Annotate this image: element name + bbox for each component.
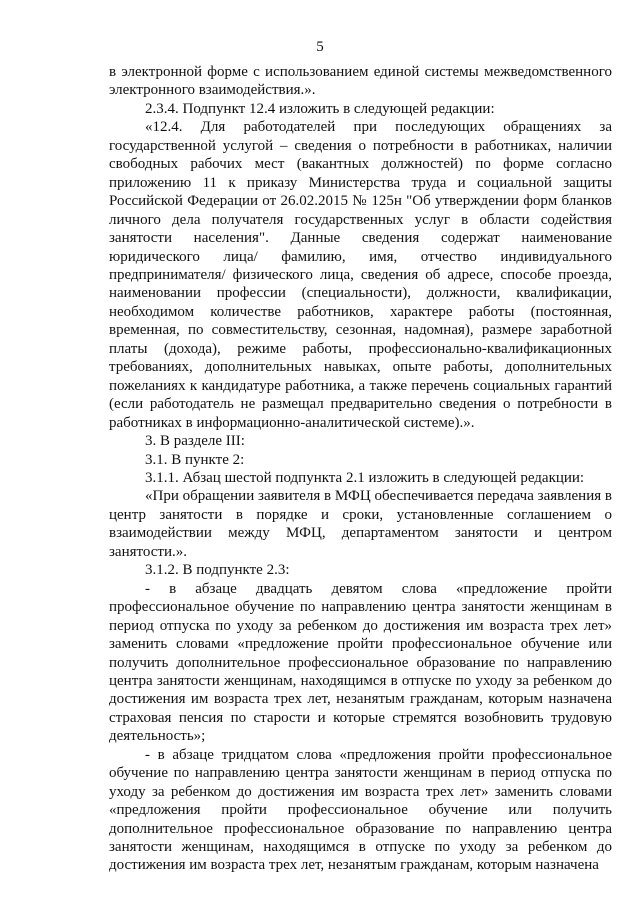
paragraph-9: - в абзаце двадцать девятом слова «предложение пройти профессиональное обучение по направлению центра занятости женщинам в период отпуска по уходу за ребенком до достижения им возраста трех лет» заменить словами «предложение пройти профессиональное обучение или получить дополнительное профессиональное образование по направлению центра занятости женщинам, находящимся в отпуске по уходу за ребенком до достижения им возраста трех лет, незанятым гражданам, которым назначена страховая пенсия по старости и которые стремятся возобновить трудовую деятельность»; [109,580,612,745]
paragraph-3: «12.4. Для работодателей при последующих обращениях за государственной услугой – сведения о потребности в работниках, наличии свободных рабочих мест (вакантных должностей) по форме согласно приложению 11 к приказу Министерства труда и социальной защиты Российской Федерации от 26.02.2015 № 125н "Об утверждении форм бланков личного дела получателя государственных услуг в области содействия занятости населения". Данные сведения содержат наименование юридического лица/ фамилию, имя, отчество индивидуального предпринимателя/ физического лица, сведения об адресе, способе проезда, наименовании профессии (специальности), должности, квалификации, необходимом количестве работников, характере работы (постоянная, временная, по совместительству, сезонная, надомная), размере заработной платы (дохода), режиме работы, профессионально-квалификационных требованиях, дополнительных навыках, опыте работы, дополнительных пожеланиях к кандидатуре работника, а также перечень социальных гарантий (если работодатель не размещал предварительно сведения о потребности в работниках в информационно-аналитической системе).». [109,119,612,431]
document-body [109,63,612,875]
paragraph-5: 3.1. В пункте 2: [145,451,245,468]
paragraph-1: в электронной форме с использованием единой системы межведомственного электронного взаимодействия.». [109,64,612,99]
paragraph-8: 3.1.2. В подпункте 2.3: [145,562,290,579]
paragraph-10: - в абзаце тридцатом слова «предложения пройти профессиональное обучение по направлению центра занятости женщинам в период отпуска по уходу за ребенком до достижения им возраста трех лет» заменить словами «предложения пройти профессиональное обучение или получить дополнительное профессиональное образование по направлению центра занятости женщинам, находящимся в отпуске по уходу за ребенком до достижения им возраста трех лет, незанятым гражданам, которым назначена [109,746,612,874]
paragraph-7: «При обращении заявителя в МФЦ обеспечивается передача заявления в центр занятости в порядке и сроки, установленные соглашением о взаимодействии между МФЦ, департаментом занятости и центром занятости.». [109,488,612,560]
paragraph-2: 2.3.4. Подпункт 12.4 изложить в следующей редакции: [145,100,495,117]
paragraph-4: 3. В разделе III: [145,433,245,450]
page-number: 5 [316,39,324,55]
paragraph-6: 3.1.1. Абзац шестой подпункта 2.1 изложить в следующей редакции: [145,469,585,486]
